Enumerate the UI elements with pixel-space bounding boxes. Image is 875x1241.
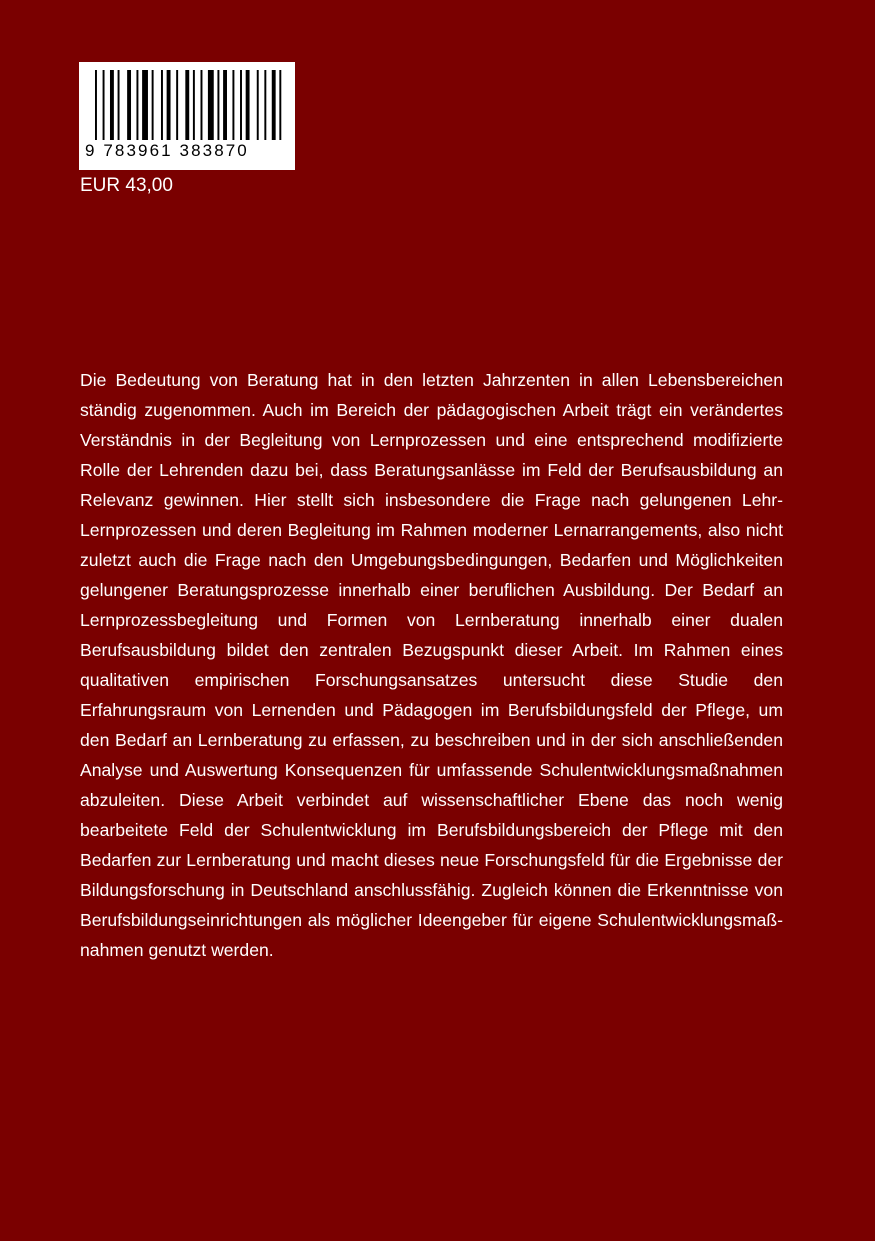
barcode-bar-1 [103,70,105,140]
barcode-bar-19 [246,70,250,140]
book-description: Die Bedeutung von Beratung hat in den letzten Jahrzenten in allen Lebensbereichen ständig zugenommen. Auch im Bereich der pädagogischen Arbeit trägt ein verändertes Verständnis in der Begleitung von Lernprozessen und eine entsprechend modifizierte Rolle der Lehrenden dazu bei, dass Beratungsanlässe im Feld der Berufsausbildung an Relevanz gewinnen. Hier stellt sich insbesondere die Frage nach gelungenen Lehr-Lernprozessen und deren Begleitung im Rahmen moderner Lernarrangements, also nicht zuletzt auch die Frage nach den Umgebungsbedingungen, Bedarfen und Möglichkeiten gelungener Beratungsprozesse innerhalb einer beruflichen Ausbildung. Der Bedarf an Lernprozessbegleitung und Formen von Lernberatung innerhalb einer dualen Berufsausbildung bildet den zentralen Bezugspunkt dieser Arbeit. Im Rahmen eines qualitativen empirischen Forschungsansatzes untersucht diese Studie den Erfahrungsraum von Lernenden und Pädagogen im Berufsbildungsfeld der Pflege, um den Bedarf an Lernberatung zu erfassen, zu beschreiben und in der sich anschließenden Analyse und Auswertung Konsequenzen für umfassende Schulentwicklungsmaßnahmen abzuleiten. Diese Arbeit verbindet auf wissenschaftlicher Ebene das noch wenig bearbeitete Feld der Schulentwicklung im Berufsbildungsbereich der Pflege mit den Bedarfen zur Lernberatung und macht dieses neue Forschungsfeld für die Ergebnisse der Bildungsforschung in Deutschland anschlussfähig. Zugleich können die Erkenntnisse von Berufsbildungseinrichtungen als möglicher Ideengeber für eigene Schulentwicklungsmaßnahmen genutzt werden. [80,370,783,960]
barcode-bar-23 [279,70,281,140]
barcode-digits: 9 783961 383870 [85,141,249,160]
barcode-bar-10 [176,70,178,140]
barcode-bar-16 [223,70,227,140]
barcode-bar-6 [142,70,148,140]
barcode-bar-9 [167,70,171,140]
barcode-bar-21 [264,70,266,140]
isbn-barcode [79,62,295,170]
barcode-bar-2 [110,70,114,140]
barcode-bar-20 [257,70,259,140]
price-label: EUR 43,00 [80,175,173,196]
barcode-bars [95,70,285,140]
barcode-bar-17 [232,70,234,140]
barcode-bar-12 [193,70,195,140]
barcode-bar-11 [185,70,189,140]
barcode-bar-5 [136,70,138,140]
barcode-bar-8 [161,70,163,140]
barcode-bar-15 [217,70,219,140]
barcode-bar-18 [240,70,242,140]
barcode-bar-13 [201,70,203,140]
barcode-bar-14 [208,70,214,140]
barcode-bar-4 [127,70,131,140]
barcode-bar-3 [118,70,120,140]
barcode-bar-0 [95,70,97,140]
barcode-bar-22 [272,70,276,140]
barcode-bar-7 [152,70,154,140]
